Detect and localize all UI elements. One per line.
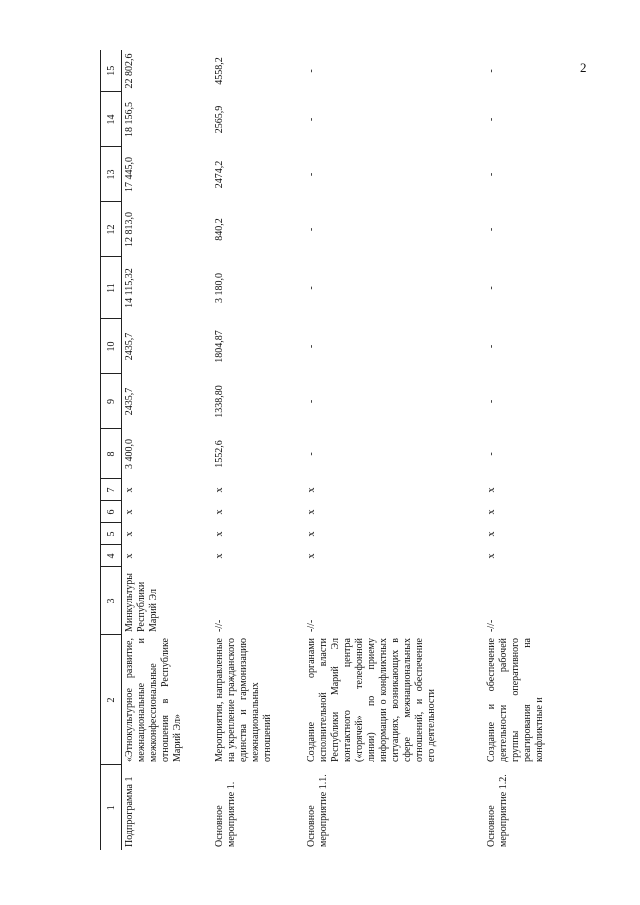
cell-program-name: «Этнокультурное развитие, межнациональные и межконфессиональные отношения в Республике Марий Эл»: [124, 638, 183, 762]
cell-value: -: [305, 117, 317, 122]
cell-value: -: [485, 172, 497, 177]
cell-executor: -//-: [485, 619, 497, 632]
cell-value: х: [305, 509, 317, 515]
cell-value: х: [213, 509, 225, 515]
cell-value: х: [305, 487, 317, 493]
cell-program-name: Создание и обеспечение деятельности рабочей группы оперативного реагирования на конфликтные и: [485, 638, 545, 762]
cell-value: 12 813,0: [124, 212, 135, 247]
column-header: 9: [101, 374, 122, 429]
column-header: 7: [101, 479, 122, 501]
table-row: [484, 50, 548, 850]
column-header: 2: [101, 635, 122, 765]
table-row: [122, 50, 212, 850]
cell-value: х: [213, 531, 225, 537]
column-header: 11: [101, 257, 122, 319]
cell-value: 22 802,6: [124, 53, 135, 89]
cell-value: х: [124, 531, 135, 537]
cell-value: -: [485, 286, 497, 290]
cell-value: х: [485, 531, 497, 537]
column-header: 4: [101, 545, 122, 567]
cell-value: х: [124, 487, 135, 493]
cell-value: 3 180,0: [213, 273, 225, 303]
cell-program-code: Основное мероприятие 1.: [213, 781, 237, 847]
cell-value: 840,2: [213, 218, 225, 241]
cell-value: 14 115,32: [124, 268, 135, 308]
table-header-row: [101, 50, 122, 850]
cell-executor: Минкультуры Республики Марий Эл: [124, 573, 159, 632]
cell-value: -: [305, 399, 317, 404]
cell-value: 2565,9: [213, 105, 225, 134]
column-header: 10: [101, 319, 122, 374]
column-header: 6: [101, 501, 122, 523]
cell-program-code: Подпрограмма 1: [124, 776, 135, 847]
cell-value: 1804,87: [213, 330, 225, 363]
cell-value: -: [305, 286, 317, 290]
column-header: 14: [101, 92, 122, 147]
cell-value: -: [305, 344, 317, 349]
cell-value: 18 156,5: [124, 102, 135, 137]
cell-value: -: [485, 117, 497, 122]
cell-value: х: [305, 553, 317, 559]
cell-value: -: [305, 227, 317, 232]
page-number: 2: [580, 60, 587, 75]
cell-value: 2435,7: [124, 332, 135, 361]
cell-value: х: [305, 531, 317, 537]
cell-program-name: Мероприятия, направленные на укрепление гражданского единства и гармонизацию межнациональных отношений: [213, 638, 273, 762]
column-header: 5: [101, 523, 122, 545]
column-header: 1: [101, 765, 122, 850]
cell-value: х: [485, 553, 497, 559]
cell-value: х: [485, 487, 497, 493]
cell-value: -: [485, 399, 497, 404]
program-table: [100, 50, 548, 850]
cell-value: х: [124, 553, 135, 559]
cell-value: 3 400,0: [124, 439, 135, 469]
cell-value: х: [485, 509, 497, 515]
cell-value: х: [213, 487, 225, 493]
cell-value: -: [485, 69, 497, 73]
cell-value: -: [305, 452, 317, 456]
cell-value: х: [213, 553, 225, 559]
table-row: [304, 50, 484, 850]
cell-value: 2474,2: [213, 160, 225, 189]
rotated-table-wrapper: [100, 50, 545, 850]
column-header: 15: [101, 50, 122, 92]
cell-value: -: [485, 452, 497, 456]
column-header: 12: [101, 202, 122, 257]
cell-value: 17 445,0: [124, 157, 135, 192]
column-header: 13: [101, 147, 122, 202]
cell-value: 2435,7: [124, 387, 135, 416]
cell-program-code: Основное мероприятие 1.1.: [305, 774, 329, 847]
column-header: 8: [101, 429, 122, 479]
cell-value: х: [124, 509, 135, 515]
cell-value: -: [305, 172, 317, 177]
table-row: [212, 50, 304, 850]
cell-value: 4558,2: [213, 57, 225, 85]
cell-value: -: [485, 227, 497, 232]
cell-value: -: [485, 344, 497, 349]
cell-value: 1552,6: [213, 440, 225, 468]
cell-program-code: Основное мероприятие 1.2.: [485, 774, 509, 847]
cell-program-name: Создание органами исполнительной власти Республики Марий Эл контактного центра («горячей» телефонной линии) по приему информации о конфликтных ситуациях, возникающих в сфере межнациональных отношений, и обеспечение его деятельности: [305, 638, 437, 762]
column-header: 3: [101, 567, 122, 635]
cell-value: -: [305, 69, 317, 73]
cell-executor: -//-: [213, 619, 225, 632]
cell-executor: -//-: [305, 619, 317, 632]
cell-value: 1338,80: [213, 385, 225, 418]
